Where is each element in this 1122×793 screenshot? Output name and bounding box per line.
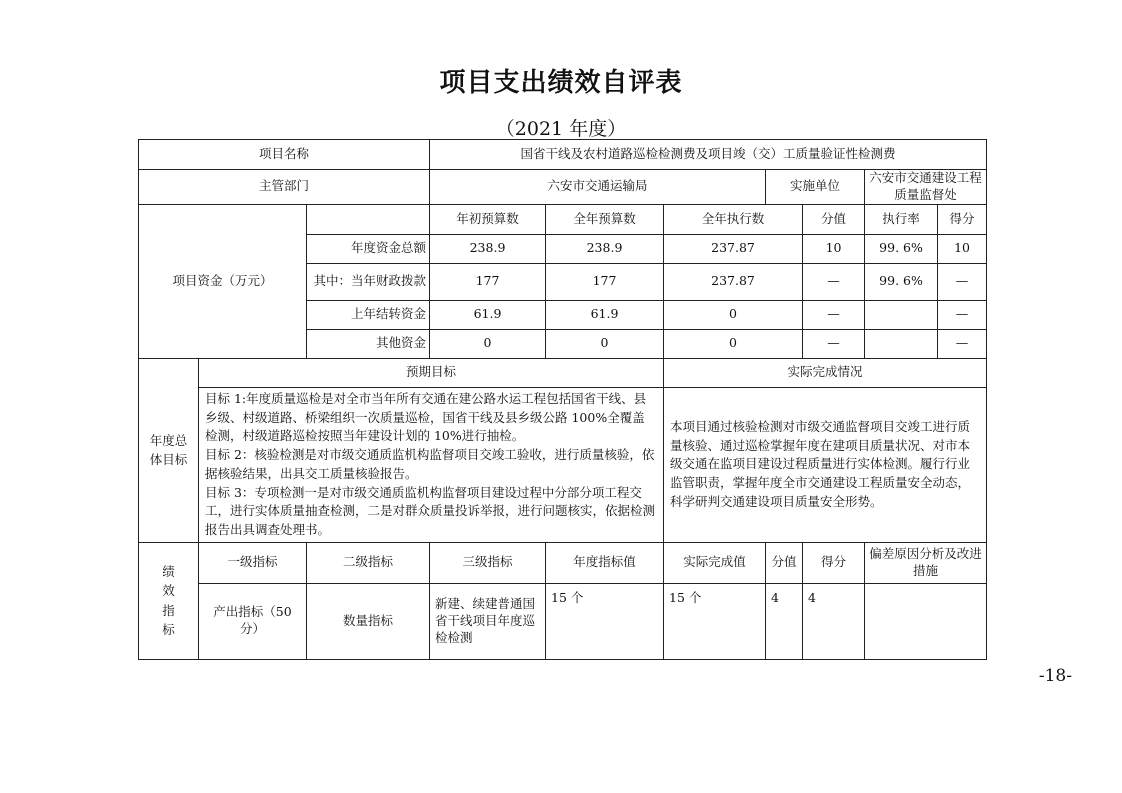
funds-cell: 0 <box>664 329 803 358</box>
funds-cell: 177 <box>546 263 664 300</box>
indicator-weight: 4 <box>766 583 803 659</box>
indicator-deviation <box>865 583 987 659</box>
implementing-unit-value: 六安市交通建设工程质量监督处 <box>865 170 987 205</box>
indicators-row <box>139 583 987 659</box>
funds-header-annual-budget: 全年预算数 <box>546 204 664 234</box>
funds-header-row <box>139 204 987 234</box>
funds-header-annual-execution: 全年执行数 <box>664 204 803 234</box>
funds-header-initial-budget: 年初预算数 <box>430 204 546 234</box>
indicator-score: 4 <box>803 583 865 659</box>
funds-cell <box>865 329 938 358</box>
funds-cell: 238.9 <box>546 234 664 263</box>
funds-row-label: 其中：当年财政拨款 <box>307 263 430 300</box>
self-evaluation-table <box>138 139 987 660</box>
indicators-header: 年度指标值 <box>546 542 664 583</box>
goal-item: 目标 3：专项检测一是对市级交通质监机构监督项目建设过程中分部分项工程交工，进行实体质量抽查检测，二是对群众质量投诉举报，进行问题核实，依据检测报告出具调查处理书。 <box>205 484 656 537</box>
funds-label: 项目资金（万元） <box>139 204 307 358</box>
goals-header-row <box>139 358 987 387</box>
funds-cell: — <box>938 329 987 358</box>
funds-cell: 0 <box>430 329 546 358</box>
funds-cell: — <box>938 263 987 300</box>
performance-indicators-label-text: 绩效指标 <box>162 564 175 638</box>
goals-content-row <box>139 387 987 542</box>
report-year: （2021 年度） <box>495 118 627 140</box>
funds-cell: 0 <box>664 300 803 329</box>
funds-row-label: 其他资金 <box>307 329 430 358</box>
indicator-target: 15 个 <box>546 583 664 659</box>
funds-cell: 0 <box>546 329 664 358</box>
indicators-header: 得分 <box>803 542 865 583</box>
funds-cell: 237.87 <box>664 263 803 300</box>
implementing-unit-label: 实施单位 <box>766 170 865 205</box>
funds-cell: 61.9 <box>430 300 546 329</box>
project-name-label: 项目名称 <box>139 140 430 170</box>
annual-goals-label-text: 年度总体目标 <box>149 432 188 468</box>
indicators-header: 偏差原因分析及改进措施 <box>865 542 987 583</box>
indicators-header: 分值 <box>766 542 803 583</box>
indicator-level2: 数量指标 <box>307 583 430 659</box>
actual-completion-header: 实际完成情况 <box>664 358 987 387</box>
indicator-actual: 15 个 <box>664 583 766 659</box>
indicators-header: 实际完成值 <box>664 542 766 583</box>
funds-header-weight: 分值 <box>803 204 865 234</box>
indicators-header: 三级指标 <box>430 542 546 583</box>
funds-cell: — <box>938 300 987 329</box>
expected-goals-text <box>199 387 664 542</box>
funds-cell: 10 <box>803 234 865 263</box>
funds-header-execution-rate: 执行率 <box>865 204 938 234</box>
department-label: 主管部门 <box>139 170 430 205</box>
funds-row-label: 上年结转资金 <box>307 300 430 329</box>
funds-cell: 177 <box>430 263 546 300</box>
funds-row-label: 年度资金总额 <box>307 234 430 263</box>
funds-cell: 61.9 <box>546 300 664 329</box>
indicators-header: 一级指标 <box>199 542 307 583</box>
funds-cell <box>865 300 938 329</box>
department-value: 六安市交通运输局 <box>430 170 766 205</box>
page-number: -18- <box>1038 666 1072 686</box>
project-name-row <box>139 140 987 170</box>
project-name-value: 国省干线及农村道路巡检检测费及项目竣（交）工质量验证性检测费 <box>430 140 987 170</box>
indicator-level1: 产出指标（50 分） <box>199 583 307 659</box>
document-title: 项目支出绩效自评表 <box>439 68 683 98</box>
indicator-level3: 新建、续建普通国省干线项目年度巡检检测 <box>430 583 546 659</box>
goal-item: 目标 1:年度质量巡检是对全市当年所有交通在建公路水运工程包括国省干线、县乡级、村级道路、桥梁组织一次质量巡检，国省干线及县乡级公路 100%全覆盖检测，村级道路巡检按照当年建设计划的 10%进行抽检。 <box>205 390 647 444</box>
funds-cell: — <box>803 300 865 329</box>
performance-indicators-label <box>139 542 199 659</box>
funds-cell: 238.9 <box>430 234 546 263</box>
funds-cell: 237.87 <box>664 234 803 263</box>
funds-cell: — <box>803 329 865 358</box>
indicators-header-row <box>139 542 987 583</box>
funds-cell: 10 <box>938 234 987 263</box>
department-row <box>139 170 987 205</box>
funds-cell: 99. 6% <box>865 263 938 300</box>
annual-goals-label <box>139 358 199 542</box>
funds-header-score: 得分 <box>938 204 987 234</box>
actual-completion-text: 本项目通过核验检测对市级交通监督项目交竣工进行质量核验、通过巡检掌握年度在建项目质量状况、对市本级交通在监项目建设过程质量进行实体检测。履行行业监管职责，掌握年度全市交通建设工程质量安全动态，科学研判交通建设项目质量安全形势。 <box>664 387 987 542</box>
funds-cell: 99. 6% <box>865 234 938 263</box>
indicators-header: 二级指标 <box>307 542 430 583</box>
funds-cell: — <box>803 263 865 300</box>
funds-header-blank <box>307 204 430 234</box>
expected-goals-header: 预期目标 <box>199 358 664 387</box>
goal-item: 目标 2：核验检测是对市级交通质监机构监督项目交竣工验收，进行质量核验，依据核验结果，出具交工质量核验报告。 <box>205 447 655 481</box>
